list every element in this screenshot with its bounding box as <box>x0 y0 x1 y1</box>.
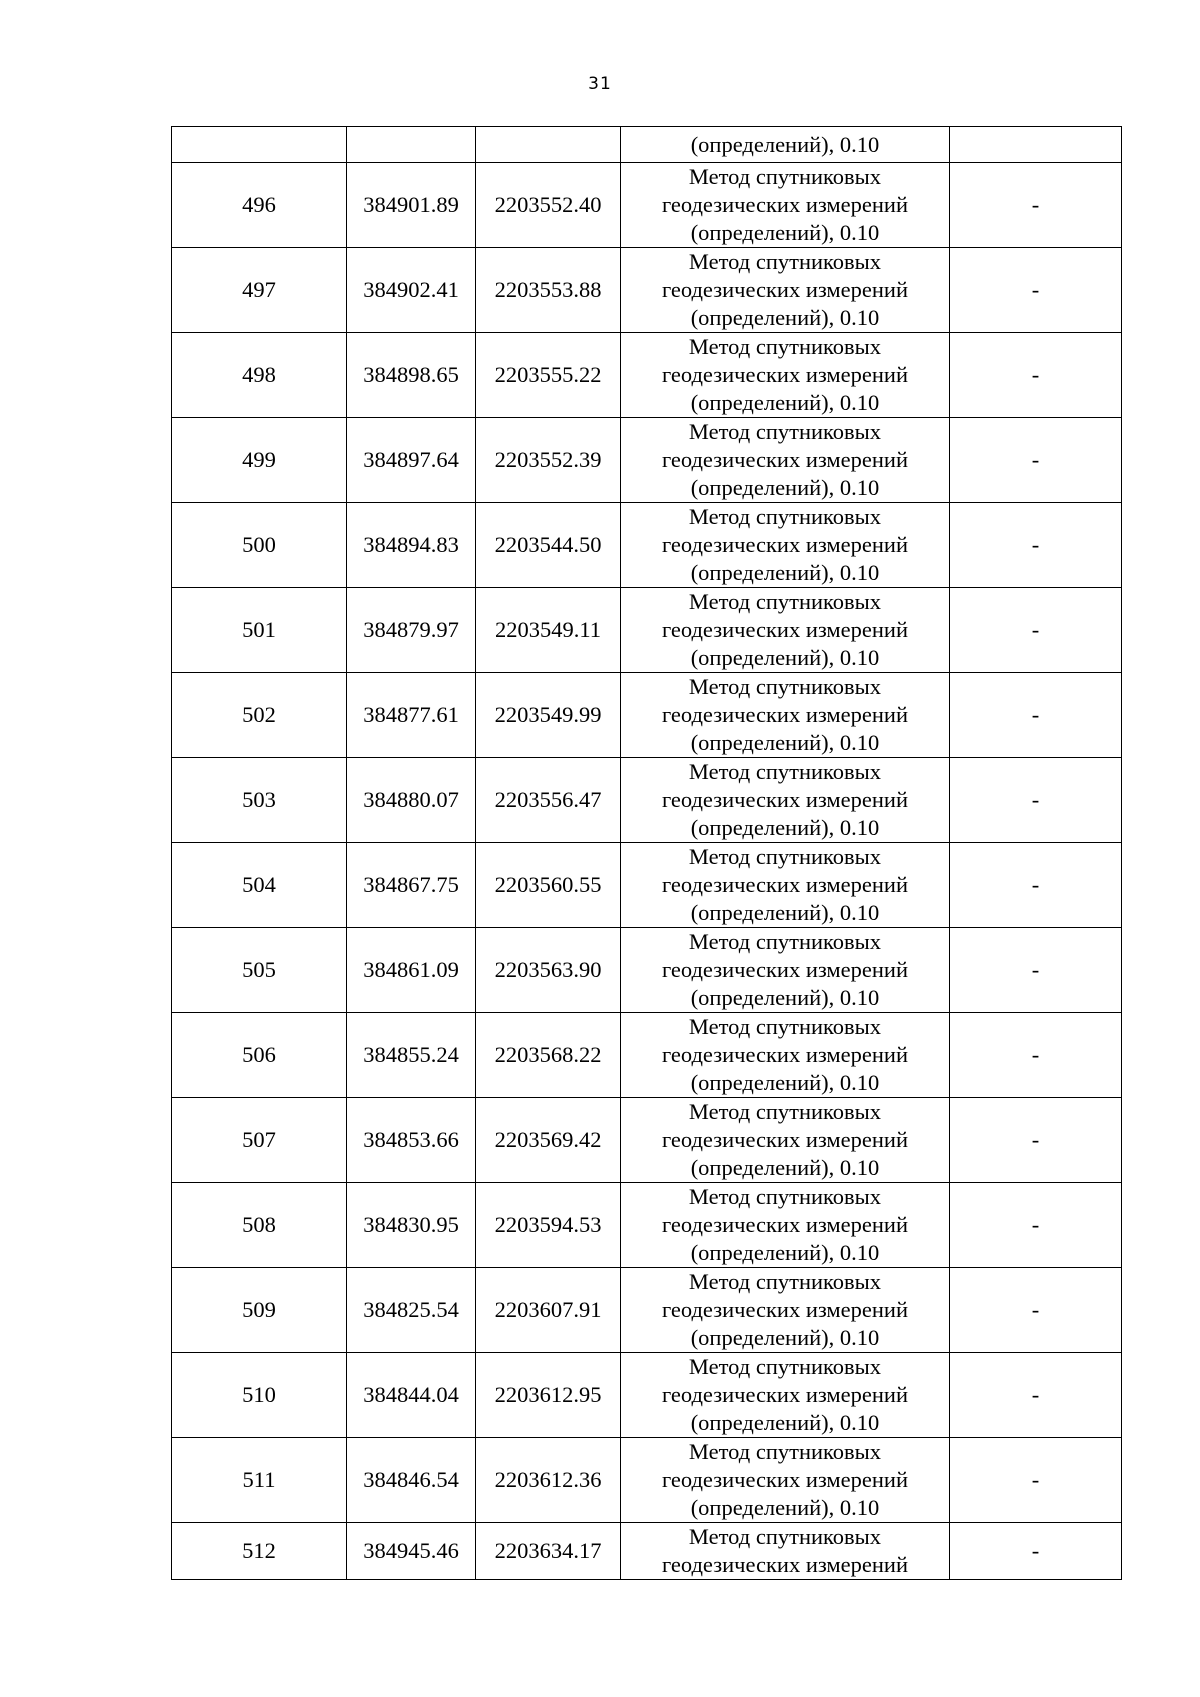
note-cell: - <box>950 1183 1122 1268</box>
method-line: Метод спутниковых <box>688 1184 882 1209</box>
table-row <box>172 758 1122 843</box>
point-number-cell: 512 <box>172 1523 347 1580</box>
point-number-cell: 498 <box>172 333 347 418</box>
method-cell <box>621 1523 950 1580</box>
method-cell <box>621 1098 950 1183</box>
table-row <box>172 1183 1122 1268</box>
method-line: геодезических измерений <box>661 532 909 557</box>
point-number-cell: 502 <box>172 673 347 758</box>
table-row <box>172 248 1122 333</box>
method-line: (определений), 0.10 <box>690 1240 880 1265</box>
method-line: (определений), 0.10 <box>690 560 880 585</box>
table-row <box>172 1523 1122 1580</box>
table-row <box>172 333 1122 418</box>
point-number-cell: 508 <box>172 1183 347 1268</box>
x-coordinate-cell: 384879.97 <box>347 588 476 673</box>
method-cell <box>621 1353 950 1438</box>
method-cell <box>621 928 950 1013</box>
method-line: Метод спутниковых <box>688 419 882 444</box>
point-number-cell: 496 <box>172 163 347 248</box>
point-number-cell <box>172 127 347 163</box>
x-coordinate-cell: 384853.66 <box>347 1098 476 1183</box>
point-number-cell: 507 <box>172 1098 347 1183</box>
note-cell: - <box>950 758 1122 843</box>
note-cell: - <box>950 1098 1122 1183</box>
page-number: 31 <box>588 74 612 94</box>
y-coordinate-cell: 2203560.55 <box>476 843 621 928</box>
y-coordinate-cell: 2203552.39 <box>476 418 621 503</box>
method-line: Метод спутниковых <box>688 1354 882 1379</box>
method-line: Метод спутниковых <box>688 334 882 359</box>
method-line: (определений), 0.10 <box>690 1410 880 1435</box>
method-line: Метод спутниковых <box>688 1099 882 1124</box>
method-line: (определений), 0.10 <box>690 1155 880 1180</box>
y-coordinate-cell: 2203544.50 <box>476 503 621 588</box>
method-line: Метод спутниковых <box>688 759 882 784</box>
y-coordinate-cell: 2203553.88 <box>476 248 621 333</box>
method-line: геодезических измерений <box>661 1127 909 1152</box>
method-line: Метод спутниковых <box>688 674 882 699</box>
method-line: геодезических измерений <box>661 447 909 472</box>
x-coordinate-cell: 384825.54 <box>347 1268 476 1353</box>
point-number-cell: 501 <box>172 588 347 673</box>
point-number-cell: 505 <box>172 928 347 1013</box>
method-cell <box>621 248 950 333</box>
y-coordinate-cell: 2203552.40 <box>476 163 621 248</box>
note-cell: - <box>950 248 1122 333</box>
method-cell <box>621 418 950 503</box>
method-cell <box>621 1183 950 1268</box>
method-line: геодезических измерений <box>661 1212 909 1237</box>
note-cell: - <box>950 1438 1122 1523</box>
method-cell <box>621 1268 950 1353</box>
y-coordinate-cell: 2203612.95 <box>476 1353 621 1438</box>
method-line: (определений), 0.10 <box>690 815 880 840</box>
method-line: (определений), 0.10 <box>690 985 880 1010</box>
table-row-continuation <box>172 127 1122 163</box>
method-cell <box>621 1438 950 1523</box>
table-row <box>172 588 1122 673</box>
coordinates-table <box>171 126 1122 1580</box>
method-line: геодезических измерений <box>661 1042 909 1067</box>
method-line: Метод спутниковых <box>688 1014 882 1039</box>
point-number-cell: 504 <box>172 843 347 928</box>
note-cell: - <box>950 1353 1122 1438</box>
method-line: геодезических измерений <box>661 192 909 217</box>
method-line: геодезических измерений <box>661 277 909 302</box>
method-line: Метод спутниковых <box>688 844 882 869</box>
method-cell <box>621 163 950 248</box>
x-coordinate-cell: 384844.04 <box>347 1353 476 1438</box>
point-number-cell: 511 <box>172 1438 347 1523</box>
note-cell <box>950 127 1122 163</box>
y-coordinate-cell: 2203569.42 <box>476 1098 621 1183</box>
table-row <box>172 673 1122 758</box>
method-line: Метод спутниковых <box>688 249 882 274</box>
table-row <box>172 1438 1122 1523</box>
y-coordinate-cell: 2203556.47 <box>476 758 621 843</box>
note-cell: - <box>950 588 1122 673</box>
x-coordinate-cell: 384877.61 <box>347 673 476 758</box>
table-row <box>172 418 1122 503</box>
y-coordinate-cell: 2203549.11 <box>476 588 621 673</box>
x-coordinate-cell: 384902.41 <box>347 248 476 333</box>
y-coordinate-cell: 2203563.90 <box>476 928 621 1013</box>
y-coordinate-cell: 2203634.17 <box>476 1523 621 1580</box>
method-line: (определений), 0.10 <box>690 475 880 500</box>
table-row <box>172 1353 1122 1438</box>
table-row <box>172 928 1122 1013</box>
y-coordinate-cell: 2203607.91 <box>476 1268 621 1353</box>
table-row <box>172 503 1122 588</box>
point-number-cell: 506 <box>172 1013 347 1098</box>
method-cell <box>621 758 950 843</box>
method-cell <box>621 127 950 163</box>
note-cell: - <box>950 418 1122 503</box>
point-number-cell: 499 <box>172 418 347 503</box>
method-line: геодезических измерений <box>661 1382 909 1407</box>
method-line: (определений), 0.10 <box>690 730 880 755</box>
method-line: (определений), 0.10 <box>690 645 880 670</box>
method-cell <box>621 588 950 673</box>
point-number-cell: 500 <box>172 503 347 588</box>
y-coordinate-cell: 2203612.36 <box>476 1438 621 1523</box>
note-cell: - <box>950 1523 1122 1580</box>
method-line: геодезических измерений <box>661 617 909 642</box>
note-cell: - <box>950 163 1122 248</box>
method-line: геодезических измерений <box>661 872 909 897</box>
x-coordinate-cell: 384898.65 <box>347 333 476 418</box>
y-coordinate-cell: 2203568.22 <box>476 1013 621 1098</box>
method-cell <box>621 503 950 588</box>
method-line: геодезических измерений <box>661 1297 909 1322</box>
method-line: геодезических измерений <box>661 1467 909 1492</box>
method-cell <box>621 673 950 758</box>
method-line: (определений), 0.10 <box>690 1495 880 1520</box>
y-coordinate-cell: 2203555.22 <box>476 333 621 418</box>
point-number-cell: 510 <box>172 1353 347 1438</box>
x-coordinate-cell: 384830.95 <box>347 1183 476 1268</box>
method-line: (определений), 0.10 <box>690 390 880 415</box>
x-coordinate-cell: 384867.75 <box>347 843 476 928</box>
note-cell: - <box>950 673 1122 758</box>
table-body <box>172 127 1122 1580</box>
table-row <box>172 1098 1122 1183</box>
method-line: (определений), 0.10 <box>690 1325 880 1350</box>
method-line: Метод спутниковых <box>688 1524 882 1549</box>
x-coordinate-cell: 384861.09 <box>347 928 476 1013</box>
method-line: Метод спутниковых <box>688 589 882 614</box>
note-cell: - <box>950 928 1122 1013</box>
point-number-cell: 503 <box>172 758 347 843</box>
x-coordinate-cell: 384894.83 <box>347 503 476 588</box>
method-cell <box>621 843 950 928</box>
method-line: геодезических измерений <box>661 787 909 812</box>
x-coordinate-cell: 384855.24 <box>347 1013 476 1098</box>
method-cell <box>621 1013 950 1098</box>
y-coordinate-cell: 2203594.53 <box>476 1183 621 1268</box>
y-coordinate-cell: 2203549.99 <box>476 673 621 758</box>
method-line: Метод спутниковых <box>688 1439 882 1464</box>
note-cell: - <box>950 1268 1122 1353</box>
method-line: геодезических измерений <box>661 362 909 387</box>
method-line: Метод спутниковых <box>688 164 882 189</box>
x-coordinate-cell: 384901.89 <box>347 163 476 248</box>
method-line: Метод спутниковых <box>688 1269 882 1294</box>
x-coordinate-cell: 384945.46 <box>347 1523 476 1580</box>
table-row <box>172 163 1122 248</box>
x-coordinate-cell: 384880.07 <box>347 758 476 843</box>
table-row <box>172 1268 1122 1353</box>
method-line: (определений), 0.10 <box>690 131 880 157</box>
x-coordinate-cell <box>347 127 476 163</box>
method-line: Метод спутниковых <box>688 929 882 954</box>
table-row <box>172 1013 1122 1098</box>
note-cell: - <box>950 1013 1122 1098</box>
method-line: (определений), 0.10 <box>690 900 880 925</box>
y-coordinate-cell <box>476 127 621 163</box>
x-coordinate-cell: 384897.64 <box>347 418 476 503</box>
method-line: (определений), 0.10 <box>690 1070 880 1095</box>
point-number-cell: 497 <box>172 248 347 333</box>
method-line: (определений), 0.10 <box>690 305 880 330</box>
method-line: Метод спутниковых <box>688 504 882 529</box>
point-number-cell: 509 <box>172 1268 347 1353</box>
method-line: геодезических измерений <box>661 1552 909 1577</box>
note-cell: - <box>950 333 1122 418</box>
note-cell: - <box>950 503 1122 588</box>
table-row <box>172 843 1122 928</box>
method-cell <box>621 333 950 418</box>
x-coordinate-cell: 384846.54 <box>347 1438 476 1523</box>
note-cell: - <box>950 843 1122 928</box>
method-line: (определений), 0.10 <box>690 220 880 245</box>
method-line: геодезических измерений <box>661 957 909 982</box>
method-line: геодезических измерений <box>661 702 909 727</box>
